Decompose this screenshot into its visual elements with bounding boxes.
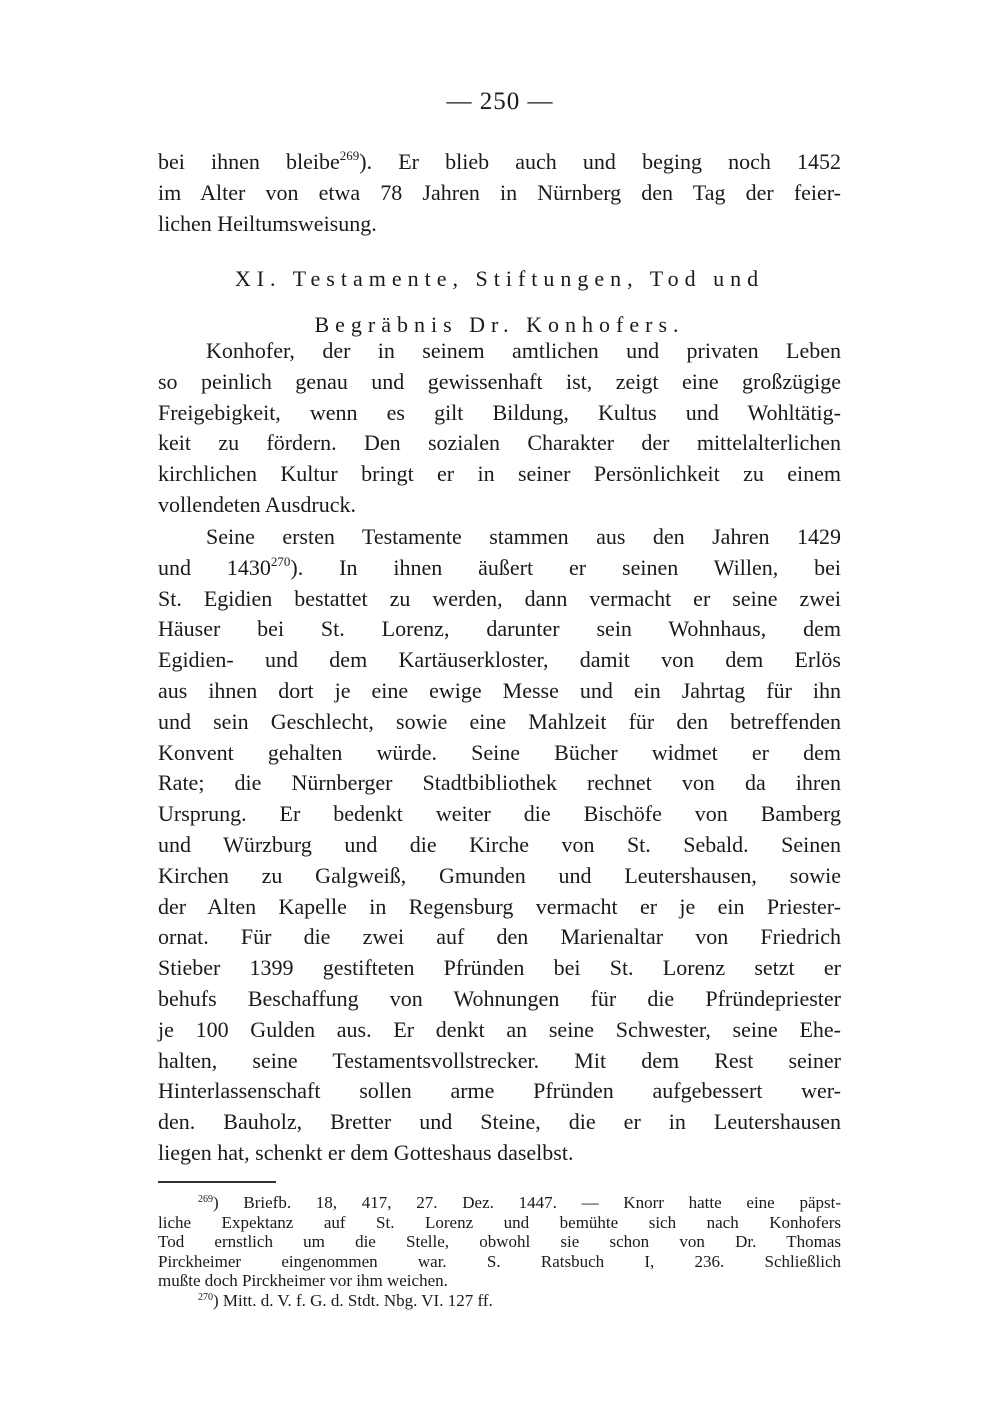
paragraph-1 bbox=[158, 336, 841, 521]
p2-line: Häuser bei St. Lorenz, darunter sein Wohnhaus, dem bbox=[158, 616, 841, 642]
p1-line: keit zu fördern. Den sozialen Charakter der mittelalterlichen bbox=[158, 430, 841, 456]
section-heading bbox=[158, 256, 841, 348]
p2-line: behufs Beschaffung von Wohnungen für die Pfründepriester bbox=[158, 985, 841, 1011]
footnote-line: liche Expektanz auf St. Lorenz und bemühte sich nach Konhofers bbox=[158, 1212, 841, 1232]
p2-line: den. Bauholz, Bretter und Steine, die er in Leutershausen bbox=[158, 1109, 841, 1135]
p1-line: vollendeten Ausdruck. bbox=[158, 491, 356, 517]
p2-line: Rate; die Nürnberger Stadtbibliothek rechnet von da ihren bbox=[158, 770, 841, 796]
footnote-270: $^{270}$) Mitt. d. V. f. G. d. Stdt. Nbg. VI. 127 ff. bbox=[198, 1290, 493, 1310]
page-number: — 250 — bbox=[446, 88, 554, 115]
intro-paragraph bbox=[158, 147, 841, 239]
section-heading-line-1: XI. Testamente, Stiftungen, Tod und bbox=[234, 266, 765, 291]
footnote-line: mußte doch Pirckheimer vor ihm weichen. bbox=[158, 1271, 448, 1290]
p1-line: so peinlich genau und gewissenhaft ist, zeigt eine großzügige bbox=[158, 368, 841, 394]
footnote-line: Tod ernstlich um die Stelle, obwohl sie schon von Dr. Thomas bbox=[158, 1232, 841, 1251]
p2-line: ornat. Für die zwei auf den Marienaltar von Friedrich bbox=[158, 924, 841, 950]
p2-line: Egidien- und dem Kartäuserkloster, damit von dem Erlös bbox=[158, 647, 841, 673]
p2-line: der Alten Kapelle in Regensburg vermacht er je ein Priester- bbox=[158, 893, 841, 919]
intro-line-1: bei ihnen bleibe$^{269}$). Er blieb auch und beging noch 1452 bbox=[158, 148, 841, 174]
footnote-269: $^{269}$) Briefb. 18, 417, 27. Dez. 1447. — Knorr hatte eine päpst- bbox=[198, 1193, 841, 1212]
p2-line: und sein Geschlecht, sowie eine Mahlzeit für den betreffenden bbox=[158, 708, 841, 734]
p2-line: je 100 Gulden aus. Er denkt an seine Schwester, seine Ehe- bbox=[158, 1016, 841, 1042]
p2-line: St. Egidien bestattet zu werden, dann vermacht er seine zwei bbox=[158, 585, 841, 611]
intro-line-2: im Alter von etwa 78 Jahren in Nürnberg den Tag der feier- bbox=[158, 179, 841, 205]
p2-line: liegen hat, schenkt er dem Gotteshaus daselbst. bbox=[158, 1139, 574, 1165]
paragraph-2 bbox=[158, 522, 841, 1169]
p2-line: und Würzburg und die Kirche von St. Sebald. Seinen bbox=[158, 831, 841, 857]
p2-line: und 1430$^{270}$). In ihnen äußert er seinen Willen, bei bbox=[158, 553, 841, 580]
footnote-mark-269: 269 bbox=[198, 1194, 213, 1205]
p2-line: Konvent gehalten würde. Seine Bücher widmet er dem bbox=[158, 739, 841, 765]
footnote-ref-270: 270 bbox=[270, 553, 291, 569]
p1-line: Freigebigkeit, wenn es gilt Bildung, Kultus und Wohltätig- bbox=[158, 399, 841, 425]
intro-line-3: lichen Heiltumsweisung. bbox=[158, 210, 377, 236]
p2-line: Hinterlassenschaft sollen arme Pfründen aufgebessert wer- bbox=[158, 1078, 841, 1104]
footnote-divider bbox=[158, 1181, 276, 1183]
footnote-line: Pirckheimer eingenommen war. S. Ratsbuch I, 236. Schließlich bbox=[158, 1251, 841, 1271]
p2-line: Stieber 1399 gestifteten Pfründen bei St. Lorenz setzt er bbox=[158, 955, 841, 981]
section-heading-line-2: Begräbnis Dr. Konhofers. bbox=[314, 312, 685, 337]
p2-line: Seine ersten Testamente stammen aus den Jahren 1429 bbox=[206, 524, 841, 549]
p2-line: Kirchen zu Galgweiß, Gmunden und Leutershausen, sowie bbox=[158, 862, 841, 888]
p1-line: Konhofer, der in seinem amtlichen und privaten Leben bbox=[206, 338, 841, 363]
p1-line: kirchlichen Kultur bringt er in seiner Persönlichkeit zu einem bbox=[158, 461, 841, 487]
p2-line: aus ihnen dort je eine ewige Messe und ein Jahrtag für ihn bbox=[158, 677, 841, 703]
footnote-ref-269: 269 bbox=[339, 148, 360, 163]
p2-line: halten, seine Testamentsvollstrecker. Mit dem Rest seiner bbox=[158, 1047, 841, 1073]
footnote-mark-270: 270 bbox=[198, 1291, 213, 1303]
p2-line: Ursprung. Er bedenkt weiter die Bischöfe von Bamberg bbox=[158, 801, 841, 827]
footnotes bbox=[158, 1193, 841, 1310]
